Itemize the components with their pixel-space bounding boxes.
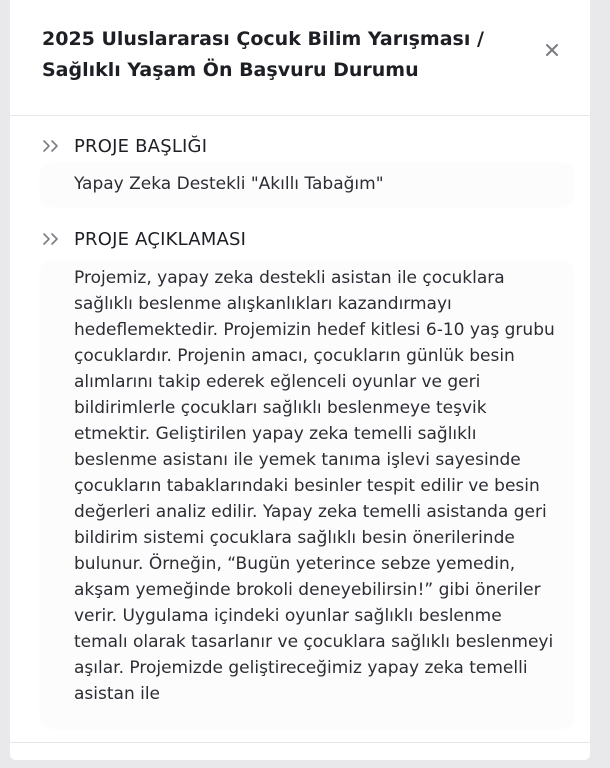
modal-header (10, 0, 590, 116)
modal-title: 2025 Uluslararası Çocuk Bilim Yarışması / Sağlıklı Yaşam Ön Başvuru Durumu (42, 28, 484, 81)
double-chevron-right-icon (42, 138, 62, 154)
project-description-value-box (42, 263, 572, 727)
project-description-value: Projemiz, yapay zeka destekli asistan ile çocuklara sağlıklı beslenme alışkanlıkları kazandırmayı hedeflemektedir. Projemizin hedef kitlesi 6-10 yaş grubu çocuklardır. Projenin amacı, çocukların günlük besin alımlarını takip ederek eğlenceli oyunlar ve geri bildirimlerle çocukları sağlıklı beslenmeye teşvik etmektir. Geliştirilen yapay zeka temelli sağlıklı beslenme asistanı ile yemek tanıma işlevi sayesinde çocukların tabaklarındaki besinler tespit edilir ve besin değerleri analiz edilir. Yapay zeka temelli asistanda geri bildirim sistemi çocuklara sağlıklı besin önerilerinde bulunur. Örneğin, “Bugün yeterince sebze yemedin, akşam yemeğinde brokoli deneyebilirsin!” gibi öneriler verir. Uygulama içindeki oyunlar sağlıklı beslenme temalı olarak tasarlanır ve çocuklara sağlıklı beslenmeyi aşılar. Projemizde geliştireceğimiz yapay zeka temelli asistan ile (74, 268, 555, 704)
modal-footer-divider (10, 742, 590, 743)
project-title-value: Yapay Zeka Destekli "Akıllı Tabağım" (74, 174, 384, 194)
section-project-title-header (42, 133, 562, 161)
section-title: PROJE BAŞLIĞI (74, 136, 208, 157)
section-title: PROJE AÇIKLAMASI (74, 229, 247, 250)
section-project-description-header (42, 226, 562, 254)
close-button[interactable] (538, 36, 566, 64)
modal-body[interactable] (10, 117, 590, 742)
double-chevron-right-icon (42, 231, 62, 247)
close-icon (538, 36, 566, 64)
project-title-value-box (42, 165, 572, 205)
application-status-modal (10, 0, 590, 760)
